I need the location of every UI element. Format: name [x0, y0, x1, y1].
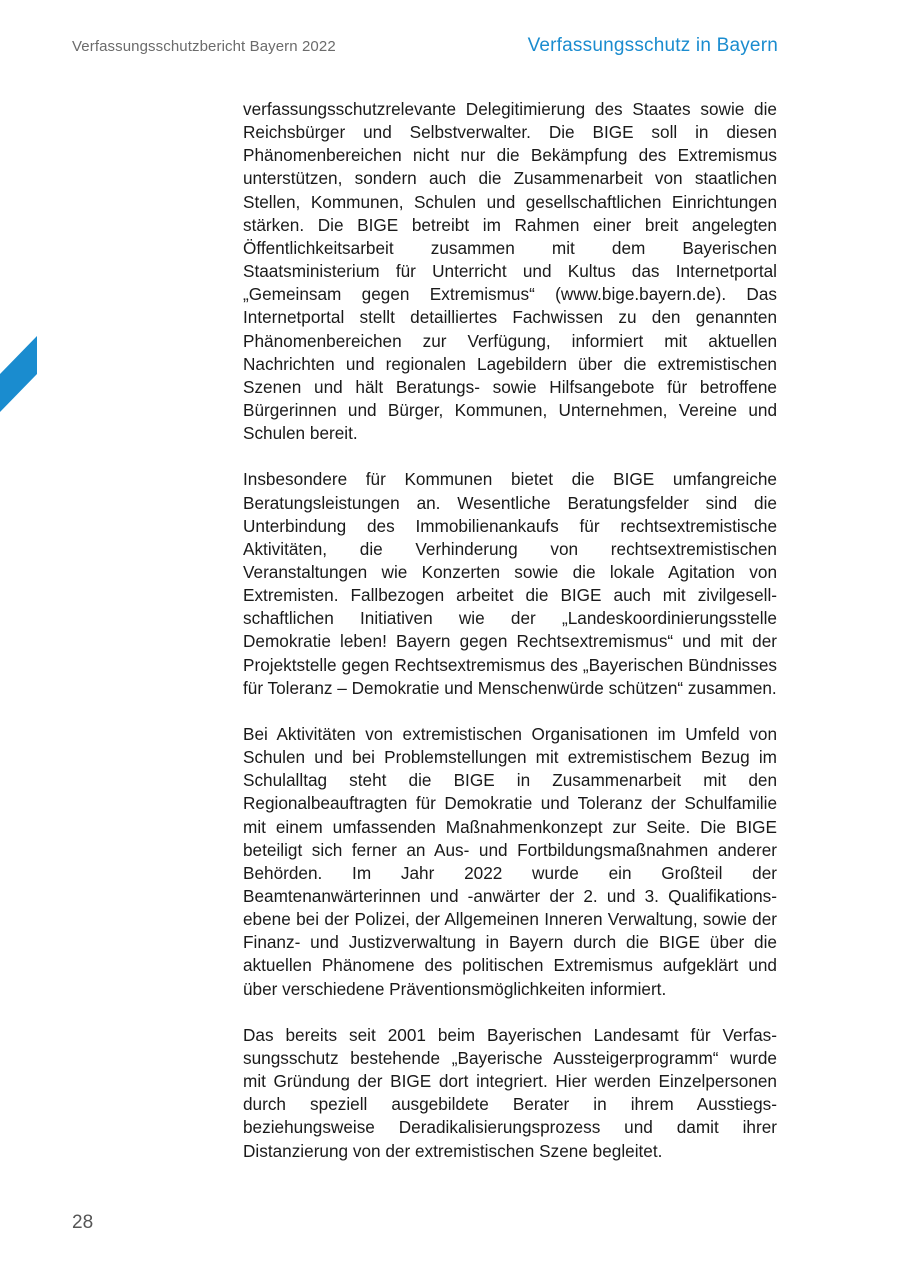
paragraph-bige-portal: verfassungsschutzrelevante Delegitimierung des Staates sowie die Reichsbürger und Selbstverwalter. Die BIGE soll in diesen Phänomenbereichen nicht nur die Bekämpfung des Extremismus unterstützen, sondern auch die Zusammenarbeit von staatlichen Stellen, Kommunen, Schulen und gesellschaftlichen Einrichtungen stärken. Die BIGE betreibt im Rahmen einer breit angelegten Öffentlichkeitsarbeit zusammen mit dem Bayerischen Staatsministerium für Unterricht und Kultus das Internetportal „Gemeinsam gegen Extremismus“ (www.bige.bayern.de). Das Internetportal stellt detailliertes Fachwissen zu den genannten Phänomenbereichen zur Verfügung, informiert mit aktuellen Nachrichten und regionalen Lagebildern über die extremistischen Szenen und hält Beratungs- sowie Hilfsangebote für betroffene Bürgerinnen und Bürger, Kommunen, Unternehmen, Vereine und Schulen bereit.: [243, 99, 777, 444]
paragraph-schools-training: Bei Aktivitäten von extremistischen Organisationen im Umfeld von Schulen und bei Problemstellungen mit extremistischem Bezug im Schulalltag steht die BIGE in Zusammenarbeit mit den Regionalbeauftragten für Demokratie und Toleranz der Schulfamilie mit einem umfassenden Maßnahmenkonzept zur Seite. Die BIGE beteiligt sich ferner an Aus- und Fortbildungsmaßnahmen anderer Behörden. Im Jahr 2022 wurde ein Großteil der Beamtenanwärterinnen und -anwärter der 2. und 3. Qualifikationsebene bei der Polizei, der Allgemeinen Inneren Verwaltung, sowie der Finanz- und Justizverwaltung in Bayern durch die BIGE über die aktuellen Phänomene des politischen Extremismus aufgeklärt und über verschiedene Präventionsmöglichkeiten informiert.: [243, 723, 777, 999]
running-header-publication: Verfassungsschutzbericht Bayern 2022: [72, 38, 336, 55]
chapter-marker-tab: [0, 336, 37, 412]
body-text: [243, 98, 777, 1186]
page-number: 28: [72, 1212, 94, 1233]
running-header-chapter: Verfassungsschutz in Bayern: [527, 35, 778, 56]
paragraph-municipal-consulting: Insbesondere für Kommunen bietet die BIGE umfangreiche Beratungsleistungen an. Wesentliche Beratungsfelder sind die Unterbindung des Immobilienankaufs für rechtsextremistische Aktivitäten, die Verhinderung von rechtsextremistischen Veranstaltungen wie Konzerten sowie die lokale Agitation von Extremisten. Fallbezogen arbeitet die BIGE auch mit zivilgesellschaftlichen Initiativen wie der „Landeskoordinierungsstelle Demokratie leben! Bayern gegen Rechtsextremismus“ und mit der Projektstelle gegen Rechtsextremismus des „Bayerischen Bündnisses für Toleranz – Demokratie und Menschenwürde schützen“ zusammen.: [243, 469, 777, 698]
paragraph-exit-program: Das bereits seit 2001 beim Bayerischen Landesamt für Verfassungsschutz bestehende „Bayerische Aussteigerprogramm“ wurde mit Gründung der BIGE dort integriert. Hier werden Einzelpersonen durch speziell ausgebildete Berater in ihrem Ausstiegs- beziehungsweise Deradikalisierungsprozess und damit ihrer Distanzierung von der extremistischen Szene begleitet.: [243, 1024, 777, 1161]
